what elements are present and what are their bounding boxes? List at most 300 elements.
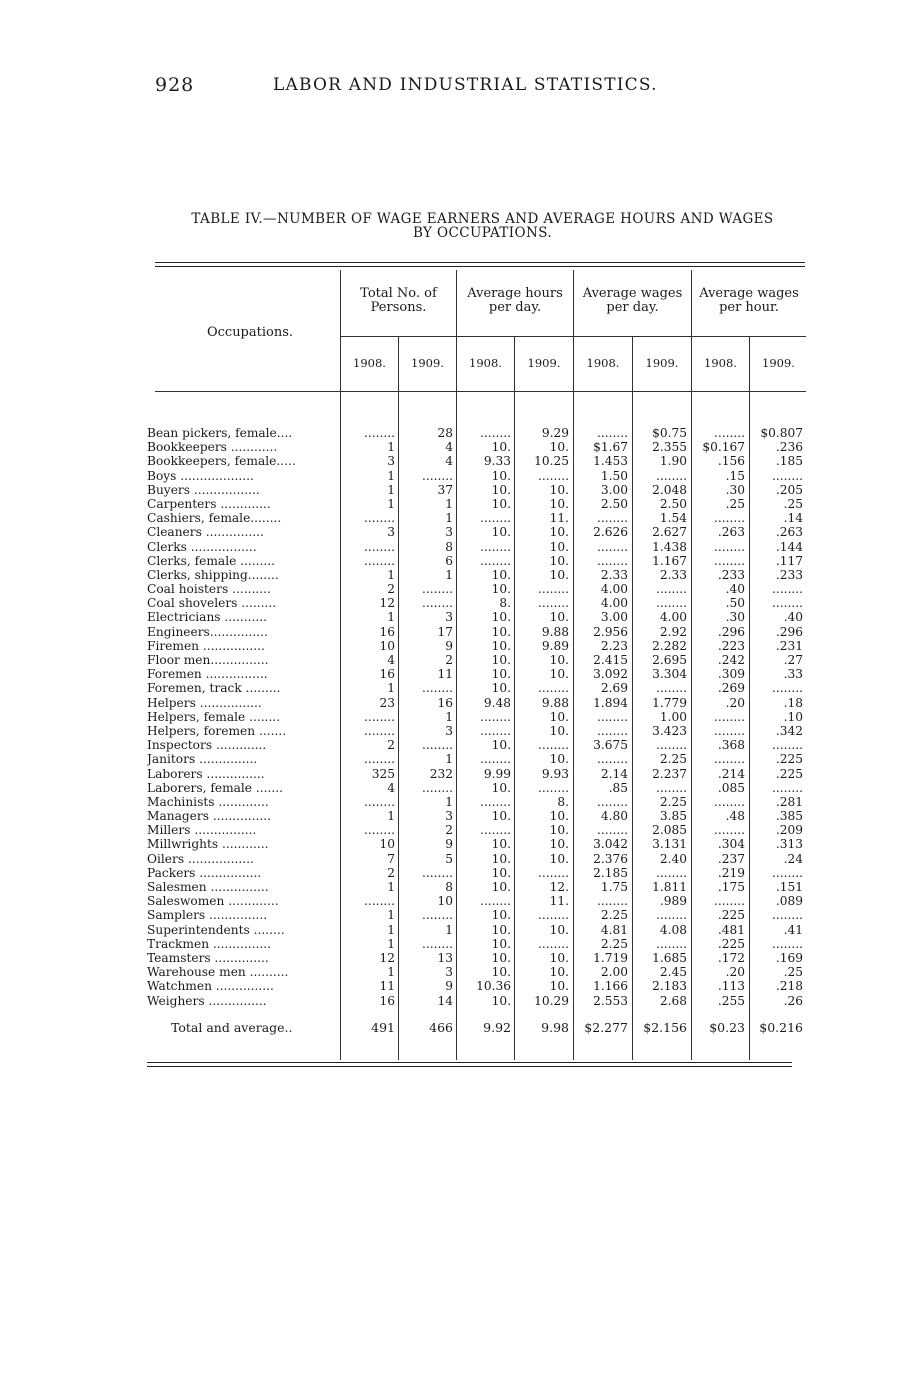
hours-1908-cell: 10. [491,993,511,1008]
wages-day-1909-cell: 3.423 [652,723,687,738]
table-row [147,965,807,979]
wages-day-1909-cell: 3.85 [659,809,687,824]
occupation-cell: Weighers ............... [147,993,267,1008]
group-header-hours [457,287,573,315]
table-title-line-1: TABLE IV.—NUMBER OF WAGE EARNERS AND AVERAGE HOURS AND WAGES [191,211,774,227]
total-wages-day-1908-cell: $2.277 [584,1020,628,1035]
occupation-cell: Superintendents ........ [147,922,285,937]
group-header-line: Persons. [370,300,427,315]
wages-day-1908-cell: 3.092 [593,667,628,682]
wages-hour-1909-cell: .205 [775,482,803,497]
table-title-line-2: BY OCCUPATIONS. [412,225,553,241]
persons-1909-cell: ........ [422,738,453,753]
table-row [147,568,807,582]
wages-hour-1909-cell: .225 [775,766,803,781]
total-hours-1909-cell: 9.98 [541,1020,569,1035]
persons-1908-cell: ........ [364,752,395,767]
wages-hour-1908-cell: .304 [717,837,745,852]
wages-day-1908-cell: 2.33 [600,567,628,582]
occupation-cell: Clerks ................. [147,539,257,554]
wages-day-1908-cell: .85 [608,780,628,795]
persons-1908-cell: 12 [379,950,395,965]
table-row [147,823,807,837]
wages-hour-1908-cell: ........ [714,539,745,554]
hours-1909-cell: ........ [538,596,569,611]
wages-day-1909-cell: 2.25 [659,794,687,809]
table-row [147,738,807,752]
hours-1909-cell: 10. [549,823,569,838]
table-row [147,681,807,695]
wages-hour-1909-cell: .236 [775,440,803,455]
persons-1909-cell: 9 [445,979,453,994]
wages-day-1908-cell: ........ [597,426,628,440]
hours-1908-cell: ........ [480,426,511,440]
wages-hour-1909-cell: ........ [772,468,803,483]
persons-1908-cell: 1 [387,496,395,511]
wages-day-1909-cell: 2.237 [652,766,687,781]
persons-1908-cell: 325 [371,766,395,781]
total-wages-day-1909-cell: $2.156 [643,1020,687,1035]
hours-1909-cell: 10. [549,610,569,625]
table-row [147,852,807,866]
occupation-cell: Clerks, shipping........ [147,567,279,582]
persons-1908-cell: 1 [387,567,395,582]
persons-1909-cell: 14 [437,993,453,1008]
wages-hour-1909-cell: .117 [775,553,803,568]
persons-1908-cell: ........ [364,539,395,554]
hours-1909-cell: 10. [549,482,569,497]
persons-1909-cell: 1 [445,567,453,582]
hours-1909-cell: 11. [549,894,569,909]
table-row [147,752,807,766]
table-row [147,511,807,525]
hours-1909-cell: 10.25 [534,454,569,469]
occupation-cell: Managers ............... [147,809,271,824]
year-header: 1909. [762,356,795,370]
year-header: 1909. [645,356,679,370]
wages-hour-1908-cell: .30 [725,482,745,497]
wages-day-1908-cell: 1.894 [593,695,628,710]
wages-hour-1908-cell: .113 [717,979,745,994]
hours-1909-cell: 10.29 [534,993,569,1008]
wages-day-1909-cell: 1.167 [652,553,687,568]
hours-1908-cell: 10. [491,667,511,682]
wages-hour-1909-cell: .185 [775,454,803,469]
wages-day-1908-cell: ........ [597,794,628,809]
table-top-rule-2 [155,266,805,267]
persons-1909-cell: 1 [445,794,453,809]
total-persons-1908-cell: 491 [371,1020,395,1035]
persons-1908-cell: 2 [387,582,395,597]
table-row [147,951,807,965]
table-bottom-rule [147,1062,792,1063]
wages-day-1909-cell: ........ [656,738,687,753]
wages-day-1908-cell: 3.042 [593,837,628,852]
persons-1908-cell: ........ [364,723,395,738]
wages-hour-1909-cell: .342 [775,723,803,738]
occupation-cell: Millers ................ [147,823,257,838]
wages-hour-1908-cell: .50 [725,596,745,611]
hours-1908-cell: 9.48 [483,695,511,710]
table-row [147,469,807,483]
persons-1908-cell: 1 [387,610,395,625]
hours-1909-cell: 10. [549,723,569,738]
persons-1909-cell: ........ [422,468,453,483]
hours-1909-cell: 9.88 [541,624,569,639]
wages-hour-1908-cell: .242 [717,653,745,667]
year-header: 1908. [353,356,386,370]
wages-hour-1909-cell: .33 [783,667,803,682]
wages-day-1909-cell: 2.45 [659,965,687,980]
table-row [147,937,807,951]
wages-hour-1909-cell: .231 [775,638,803,653]
wages-day-1908-cell: ........ [597,511,628,526]
wages-day-1909-cell: 2.68 [659,993,687,1008]
wages-hour-1908-cell: .15 [725,468,745,483]
wages-day-1908-cell: 1.75 [600,880,628,894]
hours-1908-cell: 10. [491,681,511,696]
persons-1908-cell: 1 [387,880,395,894]
occupation-cell: Warehouse men .......... [147,965,289,980]
hours-1909-cell: 10. [549,837,569,852]
wages-day-1909-cell: 1.00 [659,709,687,724]
table-row [147,781,807,795]
occupation-cell: Electricians ........... [147,610,268,625]
running-head: LABOR AND INDUSTRIAL STATISTICS. [273,75,658,95]
wages-hour-1908-cell: ........ [714,752,745,767]
wages-hour-1909-cell: .281 [775,794,803,809]
wages-day-1908-cell: ........ [597,752,628,767]
hours-1908-cell: 10. [491,738,511,753]
hours-1908-cell: ........ [480,752,511,767]
table-row [147,880,807,894]
wages-day-1909-cell: 2.695 [652,653,687,667]
hours-1909-cell: 10. [549,752,569,767]
persons-1908-cell: ........ [364,823,395,838]
hours-1908-cell: ........ [480,553,511,568]
occupation-cell: Carpenters ............. [147,496,271,511]
wages-hour-1909-cell: .40 [783,610,803,625]
wages-hour-1909-cell: .209 [775,823,803,838]
table-row [147,837,807,851]
hours-1909-cell: 10. [549,496,569,511]
hours-1909-cell: ........ [538,865,569,880]
persons-1909-cell: ........ [422,582,453,597]
wages-day-1909-cell: ........ [656,908,687,923]
persons-1908-cell: ........ [364,511,395,526]
wages-day-1909-cell: 2.282 [652,638,687,653]
persons-1908-cell: 11 [379,979,395,994]
wages-hour-1909-cell: $0.807 [760,426,803,440]
group-header-wages-day [574,287,691,315]
wages-hour-1908-cell: .175 [717,880,745,894]
table-top-rule [155,262,805,263]
total-row [147,1020,807,1036]
table-row [147,994,807,1008]
wages-day-1909-cell: 2.355 [652,440,687,455]
wages-day-1909-cell: 1.438 [652,539,687,554]
wages-hour-1908-cell: .237 [717,851,745,866]
persons-1909-cell: 9 [445,638,453,653]
wages-day-1908-cell: 3.00 [600,610,628,625]
persons-1909-cell: 11 [437,667,453,682]
wages-hour-1908-cell: .225 [717,936,745,951]
total-hours-1908-cell: 9.92 [483,1020,511,1035]
hours-1909-cell: 10. [549,440,569,455]
occupation-cell: Bookkeepers ............ [147,440,278,455]
wages-day-1908-cell: ........ [597,553,628,568]
hours-1908-cell: ........ [480,709,511,724]
persons-1908-cell: 3 [387,454,395,469]
table-row [147,653,807,667]
persons-1908-cell: 1 [387,908,395,923]
wages-day-1909-cell: 4.00 [659,610,687,625]
persons-1908-cell: 16 [379,993,395,1008]
hours-1908-cell: 10. [491,482,511,497]
page-header [155,74,715,100]
wages-day-1908-cell: 2.553 [593,993,628,1008]
hours-1909-cell: 10. [549,950,569,965]
persons-1908-cell: 4 [387,780,395,795]
hours-1908-cell: 10. [491,567,511,582]
wages-day-1908-cell: 1.719 [593,950,628,965]
wages-hour-1909-cell: .225 [775,752,803,767]
hours-1908-cell: ........ [480,723,511,738]
persons-1909-cell: 10 [437,894,453,909]
hours-1909-cell: 9.88 [541,695,569,710]
occupation-cell: Machinists ............. [147,794,269,809]
occupation-cell: Millwrights ............ [147,837,269,852]
occupation-cell: Samplers ............... [147,908,268,923]
group-header-line: per day. [488,300,542,315]
occupation-cell: Floor men............... [147,653,269,667]
occupation-cell: Buyers ................. [147,482,260,497]
hours-1908-cell: ........ [480,823,511,838]
hours-1909-cell: 10. [549,653,569,667]
table-row [147,667,807,681]
wages-day-1909-cell: 3.304 [652,667,687,682]
wages-hour-1908-cell: .263 [717,525,745,540]
hours-1908-cell: ........ [480,894,511,909]
wages-hour-1909-cell: ........ [772,596,803,611]
hours-1909-cell: 10. [549,567,569,582]
hours-1908-cell: 8. [499,596,511,611]
persons-1909-cell: 1 [445,511,453,526]
occupation-cell: Trackmen ............... [147,936,272,951]
wages-day-1909-cell: 1.90 [659,454,687,469]
hours-1908-cell: 10. [491,468,511,483]
wages-hour-1908-cell: .481 [717,922,745,937]
persons-1908-cell: ........ [364,553,395,568]
table-row [147,696,807,710]
wages-hour-1909-cell: .144 [775,539,803,554]
hours-1908-cell: 10. [491,638,511,653]
hours-1909-cell: 10. [549,709,569,724]
table-row [147,724,807,738]
group-header-line: Average hours [467,286,563,301]
occupation-cell: Helpers, foremen ....... [147,723,287,738]
persons-1909-cell: 1 [445,922,453,937]
wages-hour-1908-cell: .225 [717,908,745,923]
wages-hour-1908-cell: ........ [714,553,745,568]
persons-1909-cell: 1 [445,709,453,724]
year-header: 1909. [411,356,444,370]
wages-hour-1909-cell: .218 [775,979,803,994]
wages-hour-1909-cell: .385 [775,809,803,824]
hours-1908-cell: 10. [491,922,511,937]
persons-1909-cell: 13 [437,950,453,965]
table-row [147,625,807,639]
occupation-cell: Oilers ................. [147,851,254,866]
wages-day-1909-cell: ........ [656,596,687,611]
hours-1908-cell: ........ [480,539,511,554]
hours-1908-cell: 10. [491,865,511,880]
occupation-cell: Laborers ............... [147,766,265,781]
persons-1909-cell: 9 [445,837,453,852]
hours-1908-cell: 10. [491,880,511,894]
wages-hour-1909-cell: .233 [775,567,803,582]
persons-1909-cell: 3 [445,723,453,738]
wages-day-1908-cell: 4.81 [600,922,628,937]
wages-hour-1909-cell: ........ [772,908,803,923]
wages-hour-1908-cell: .48 [725,809,745,824]
wages-day-1908-cell: 2.14 [600,766,628,781]
wages-hour-1908-cell: .223 [717,638,745,653]
occupation-cell: Cashiers, female........ [147,511,282,526]
wages-day-1908-cell: 1.50 [600,468,628,483]
table-row [147,923,807,937]
occupation-cell: Salesmen ............... [147,880,269,894]
persons-1909-cell: 1 [445,752,453,767]
wages-hour-1908-cell: ........ [714,709,745,724]
hours-1909-cell: 10. [549,851,569,866]
wages-day-1908-cell: ........ [597,894,628,909]
wages-hour-1909-cell: .151 [775,880,803,894]
table-row [147,908,807,922]
wages-hour-1909-cell: ........ [772,936,803,951]
wages-hour-1908-cell: ........ [714,723,745,738]
wages-hour-1908-cell: .085 [717,780,745,795]
hours-1909-cell: ........ [538,936,569,951]
table-row [147,809,807,823]
total-label: Total and average.. [171,1020,293,1035]
wages-hour-1908-cell: .255 [717,993,745,1008]
table-row [147,525,807,539]
group-header-persons [341,287,456,315]
table-row [147,440,807,454]
wages-day-1909-cell: 2.048 [652,482,687,497]
table-row [147,894,807,908]
wages-day-1909-cell: 2.25 [659,752,687,767]
persons-1908-cell: ........ [364,426,395,440]
table-row [147,426,807,440]
occupation-cell: Helpers ................ [147,695,262,710]
hours-1909-cell: 10. [549,809,569,824]
wages-hour-1908-cell: .219 [717,865,745,880]
persons-1909-cell: 4 [445,454,453,469]
persons-1909-cell: 232 [429,766,453,781]
persons-1908-cell: 1 [387,681,395,696]
occupation-cell: Foremen, track ......... [147,681,281,696]
year-header: 1908. [586,356,620,370]
total-persons-1909-cell: 466 [429,1020,453,1035]
group-header-wages-hour [692,287,806,315]
table-title [155,212,810,240]
persons-1909-cell: 37 [437,482,453,497]
persons-1909-cell: 6 [445,553,453,568]
wages-hour-1908-cell: .20 [725,965,745,980]
wages-day-1909-cell: 3.131 [652,837,687,852]
hours-1909-cell: 10. [549,922,569,937]
hours-1909-cell: ........ [538,738,569,753]
wages-day-1908-cell: 2.00 [600,965,628,980]
wages-day-1908-cell: $1.67 [593,440,628,455]
table-bottom-rule-2 [147,1066,792,1067]
persons-1909-cell: 2 [445,823,453,838]
hours-1908-cell: 10. [491,837,511,852]
hours-1909-cell: 11. [549,511,569,526]
persons-1909-cell: 3 [445,965,453,980]
wages-day-1908-cell: 1.166 [593,979,628,994]
wages-day-1909-cell: .989 [659,894,687,909]
persons-1908-cell: 1 [387,468,395,483]
persons-1909-cell: 8 [445,539,453,554]
wages-hour-1909-cell: ........ [772,780,803,795]
wages-hour-1909-cell: .296 [775,624,803,639]
wages-day-1909-cell: ........ [656,936,687,951]
persons-1909-cell: 17 [437,624,453,639]
wages-day-1908-cell: 4.00 [600,596,628,611]
wages-hour-1908-cell: .368 [717,738,745,753]
hours-1908-cell: 10. [491,936,511,951]
wages-hour-1908-cell: ........ [714,894,745,909]
wages-day-1909-cell: ........ [656,582,687,597]
page-number: 928 [155,74,195,96]
wages-day-1909-cell: ........ [656,865,687,880]
wages-hour-1908-cell: ........ [714,794,745,809]
wages-day-1909-cell: ........ [656,468,687,483]
occupation-cell: Boys ................... [147,468,254,483]
wages-hour-1909-cell: .25 [783,496,803,511]
persons-1908-cell: 4 [387,653,395,667]
persons-1908-cell: ........ [364,794,395,809]
occupation-cell: Helpers, female ........ [147,709,281,724]
wages-day-1908-cell: ........ [597,823,628,838]
persons-1908-cell: 1 [387,809,395,824]
wages-day-1908-cell: 2.25 [600,908,628,923]
hours-1908-cell: 10. [491,950,511,965]
hours-1909-cell: ........ [538,681,569,696]
wages-hour-1909-cell: ........ [772,681,803,696]
wages-day-1908-cell: 2.69 [600,681,628,696]
hours-1908-cell: 10.36 [476,979,511,994]
persons-1908-cell: 2 [387,865,395,880]
hours-1908-cell: 10. [491,809,511,824]
persons-1909-cell: 2 [445,653,453,667]
persons-1908-cell: 1 [387,482,395,497]
wages-hour-1908-cell: .25 [725,496,745,511]
table-row [147,540,807,554]
persons-1908-cell: 10 [379,837,395,852]
wages-hour-1909-cell: .26 [783,993,803,1008]
persons-1909-cell: 1 [445,496,453,511]
hours-1908-cell: ........ [480,794,511,809]
table-row [147,596,807,610]
wages-hour-1909-cell: .27 [783,653,803,667]
persons-1909-cell: 3 [445,809,453,824]
wages-hour-1908-cell: .269 [717,681,745,696]
header-bottom-rule [155,391,806,392]
